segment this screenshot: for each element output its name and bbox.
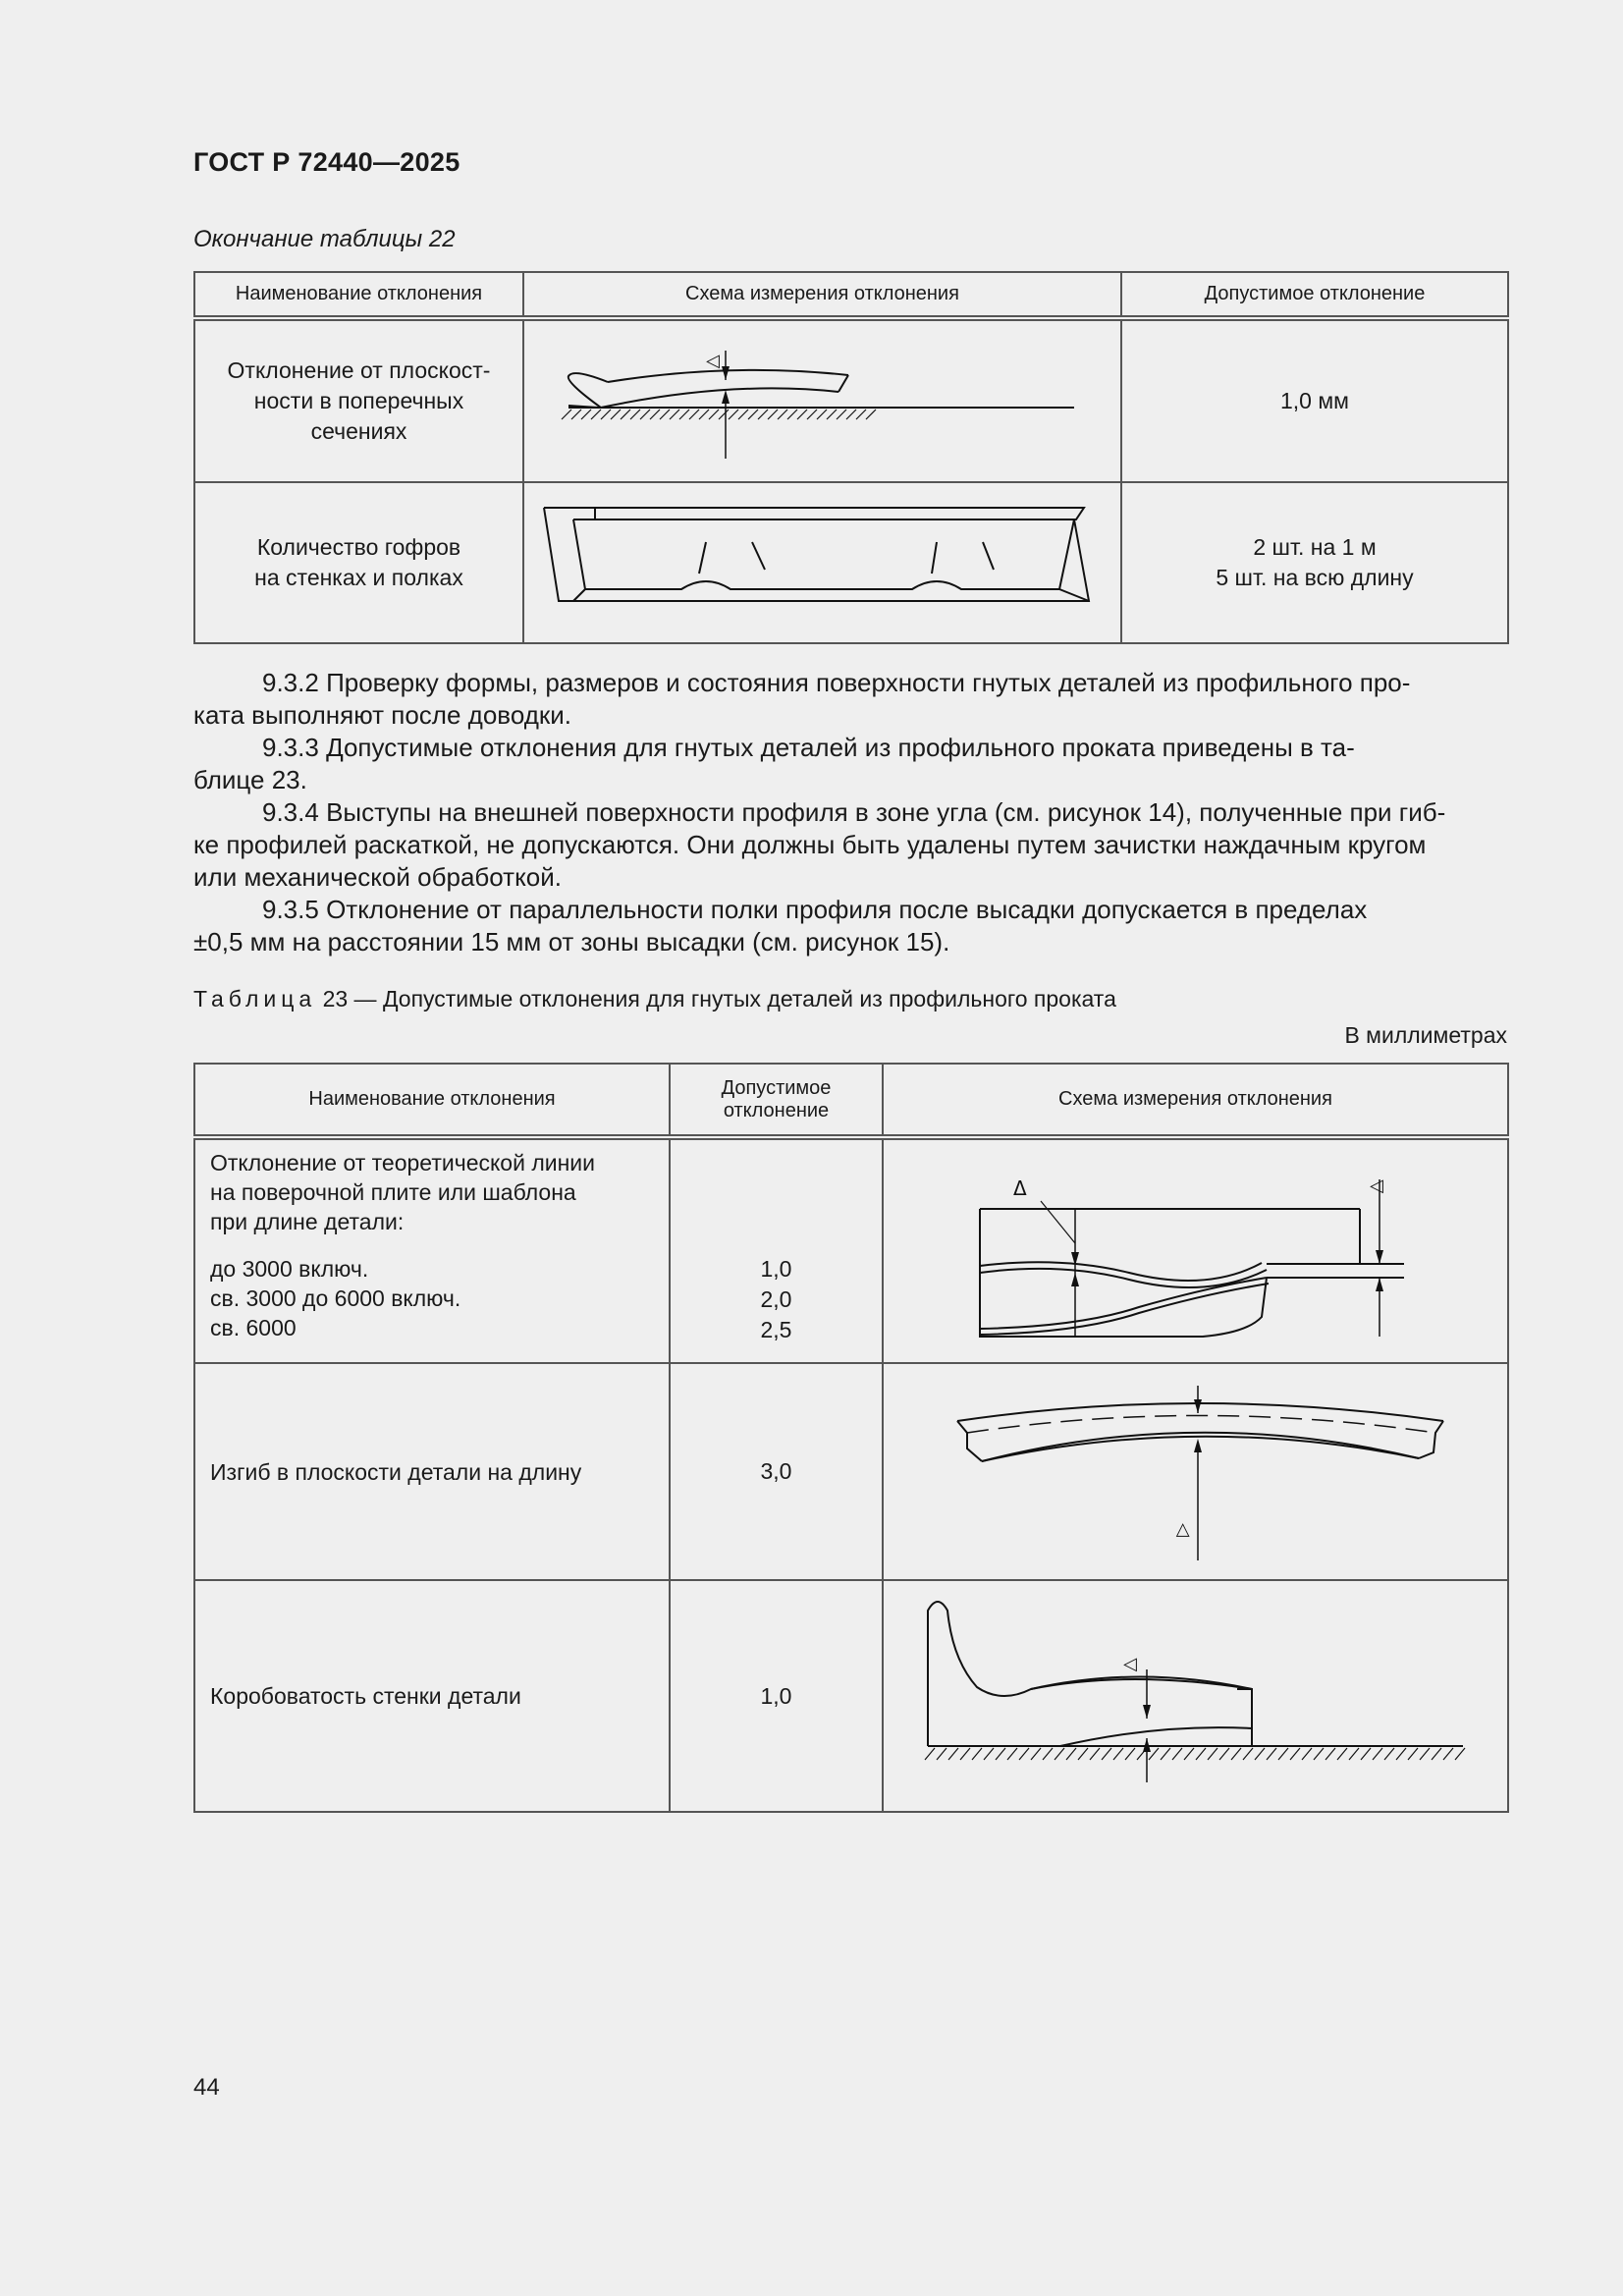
table-row xyxy=(194,1363,1508,1580)
web-warpage-diagram xyxy=(884,1581,1505,1806)
table-23 xyxy=(193,1063,1509,1813)
deviation-name-cell: Отклонение от теоретической линии на поверочной плите или шаблона при длине детали: до 3000 включ. св. 3000 до 6000 включ. св. 6000 xyxy=(194,1137,670,1363)
theoretical-line-scheme-cell xyxy=(883,1137,1508,1363)
paragraph-9-3-5: 9.3.5 Отклонение от параллельности полки профиля после высадки допускается в пределах ±0,5 мм на расстоянии 15 мм от зоны высадки (см. рисунок 15). xyxy=(193,895,1368,957)
corrugation-profile-diagram xyxy=(524,483,1118,637)
paragraph-9-3-4: 9.3.4 Выступы на внешней поверхности профиля в зоне угла (см. рисунок 14), полученные при гиб- ке профилей раскаткой, не допускаются. Они должны быть удалены путем зачистки наждачным кругом или механической обработкой. xyxy=(193,797,1446,892)
table-continuation-label: Окончание таблицы 22 xyxy=(193,226,456,252)
allowed-value-cell: 2 шт. на 1 м 5 шт. на всю длину xyxy=(1121,482,1508,643)
document-title: ГОСТ Р 72440—2025 xyxy=(193,147,460,177)
header-deviation-name: Наименование отклонения xyxy=(194,272,523,318)
deviation-name-cell: Отклонение от плоскост- ности в поперечных сечениях xyxy=(194,318,523,482)
header-deviation-name: Наименование отклонения xyxy=(194,1064,670,1137)
bend-scheme-cell xyxy=(883,1363,1508,1580)
header-allowed-deviation: Допустимое отклонение xyxy=(670,1064,883,1137)
in-plane-bend-diagram xyxy=(884,1364,1505,1574)
table-row xyxy=(194,1137,1508,1363)
flatness-scheme-cell xyxy=(523,318,1121,482)
table-row xyxy=(194,318,1508,482)
header-measurement-scheme: Схема измерения отклонения xyxy=(883,1064,1508,1137)
allowed-value-cell: 1,0 мм xyxy=(1121,318,1508,482)
paragraph-9-3-2: 9.3.2 Проверку формы, размеров и состояния поверхности гнутых деталей из профильного про- ката выполняют после доводки. xyxy=(193,668,1411,730)
deviation-name-cell: Коробоватость стенки детали xyxy=(194,1580,670,1812)
deviation-name-cell: Изгиб в плоскости детали на длину xyxy=(194,1363,670,1580)
allowed-value-cell: 3,0 xyxy=(670,1363,883,1580)
units-label: В миллиметрах xyxy=(1344,1022,1507,1048)
table-23-caption: Таблица 23 — Допустимые отклонения для гнутых деталей из профильного проката xyxy=(193,986,1116,1011)
delta-symbol: ◁ xyxy=(1173,1523,1194,1537)
table-22 xyxy=(193,271,1509,644)
corrugation-scheme-cell xyxy=(523,482,1121,643)
header-measurement-scheme: Схема измерения отклонения xyxy=(523,272,1121,318)
delta-symbol: ◁ xyxy=(1370,1175,1383,1196)
table-row xyxy=(194,482,1508,643)
flatness-cross-section-diagram xyxy=(524,321,1118,476)
paragraph-9-3-3: 9.3.3 Допустимые отклонения для гнутых деталей из профильного проката приведены в та- блице 23. xyxy=(193,733,1355,794)
delta-label: Δ xyxy=(1013,1176,1027,1200)
theoretical-line-deviation-diagram xyxy=(884,1140,1505,1357)
allowed-value-cell: 1,0 xyxy=(670,1580,883,1812)
page-number: 44 xyxy=(193,2074,220,2101)
delta-symbol: ◁ xyxy=(1123,1654,1137,1674)
deviation-name-cell: Количество гофров на стенках и полках xyxy=(194,482,523,643)
header-allowed-deviation: Допустимое отклонение xyxy=(1121,272,1508,318)
warpage-scheme-cell xyxy=(883,1580,1508,1812)
table-row xyxy=(194,1580,1508,1812)
delta-symbol: ◁ xyxy=(706,351,720,371)
allowed-values-cell: 1,0 2,0 2,5 xyxy=(670,1137,883,1363)
